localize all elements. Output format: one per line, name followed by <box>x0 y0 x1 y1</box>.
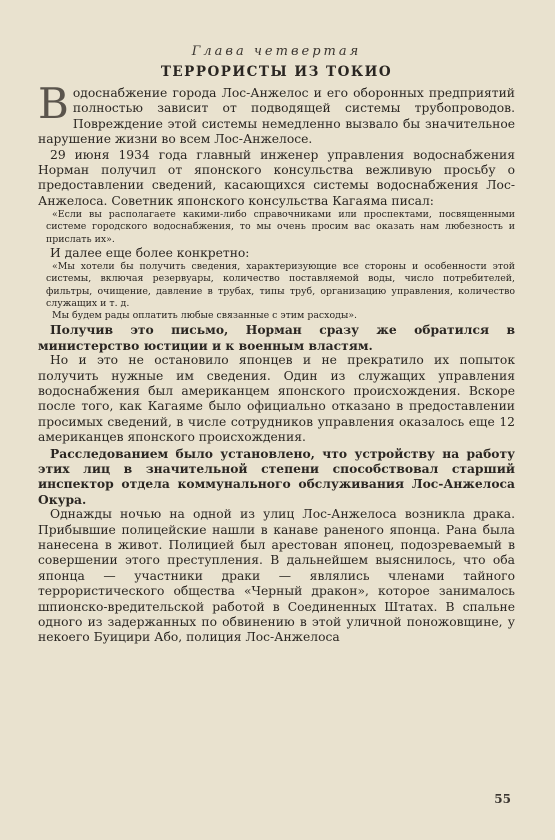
paragraph-1 <box>38 79 515 148</box>
chapter-heading: Глава четвертая <box>191 44 362 59</box>
paragraph-1-text: одоснабжение города Лос-Анжелос и его оборонных предприятий полностью зависит от подводящей системы трубопроводов. Повреждение этой системы немедленно вызвало бы значительное нарушение жизни во всем Лос-Анжелосе. <box>38 86 515 147</box>
paragraph-2: 29 июня 1934 года главный инженер управления водоснабжения Норман получил от японского консульства вежливую просьбу о предоставлении сведений, касающихся системы водоснабжения Лос-Анжелоса. Советник японского консульства Кагаяма писал: <box>38 147 515 208</box>
paragraph-3: И далее еще более конкретно: <box>50 245 250 260</box>
paragraph-5: Но и это не остановило японцев и не прекратило их попыток получить нужные им сведения. Один из служащих управления водоснабжения был американцем японского происхождения. Вскоре после того, как Кагаяме было официально отказано в предоставлении просимых сведений, в числе сотрудников управления оказалось еще 12 американцев японского происхождения. <box>38 353 515 445</box>
paragraph-6: Расследованием было установлено, что устройству на работу этих лиц в значительной степени способствовал старший инспектор отдела коммунального обслуживания Лос-Анжелоса Окура. <box>38 445 515 507</box>
quote-2-text: «Мы хотели бы получить сведения, характеризующие все стороны и особенности этой системы, включая резервуары, количество поставляемой воды, число потребителей, фильтры, очищение, давление в трубах, типы труб, организацию управления, количество служащих и т. д. <box>46 261 515 309</box>
paragraph-4: Получив это письмо, Норман сразу же обратился в министерство юстиции и к военным властям. <box>38 322 515 353</box>
quote-2 <box>38 261 515 322</box>
quote-1: «Если вы располагаете какими-либо справочниками или проспектами, посвященными системе городского водоснабжения, то мы очень просим вас оказать нам любезность и прислать их». <box>46 209 515 245</box>
chapter-title: ТЕРРОРИСТЫ ИЗ ТОКИО <box>160 64 393 80</box>
page-number: 55 <box>494 792 511 806</box>
paragraph-7: Однажды ночью на одной из улиц Лос-Анжелоса возникла драка. Прибывшие полицейские нашли в канаве раненого японца. Рана была нанесена в живот. Полицией был арестован японец, подозреваемый в совершении этого преступления. В дальнейшем выяснилось, что оба японца — участники драки — являлись членами тайного террористического общества «Черный дракон», которое занималось шпионско-вредительской работой в Соединенных Штатах. В спальне одного из задержанных по обвинению в этой уличной поножовщине, у некоего Буицири Або, полиция Лос-Анжелоса <box>38 507 515 645</box>
quote-2-end: Мы будем рады оплатить любые связанные с этим расходы». <box>52 310 358 322</box>
drop-cap: В <box>38 79 69 128</box>
